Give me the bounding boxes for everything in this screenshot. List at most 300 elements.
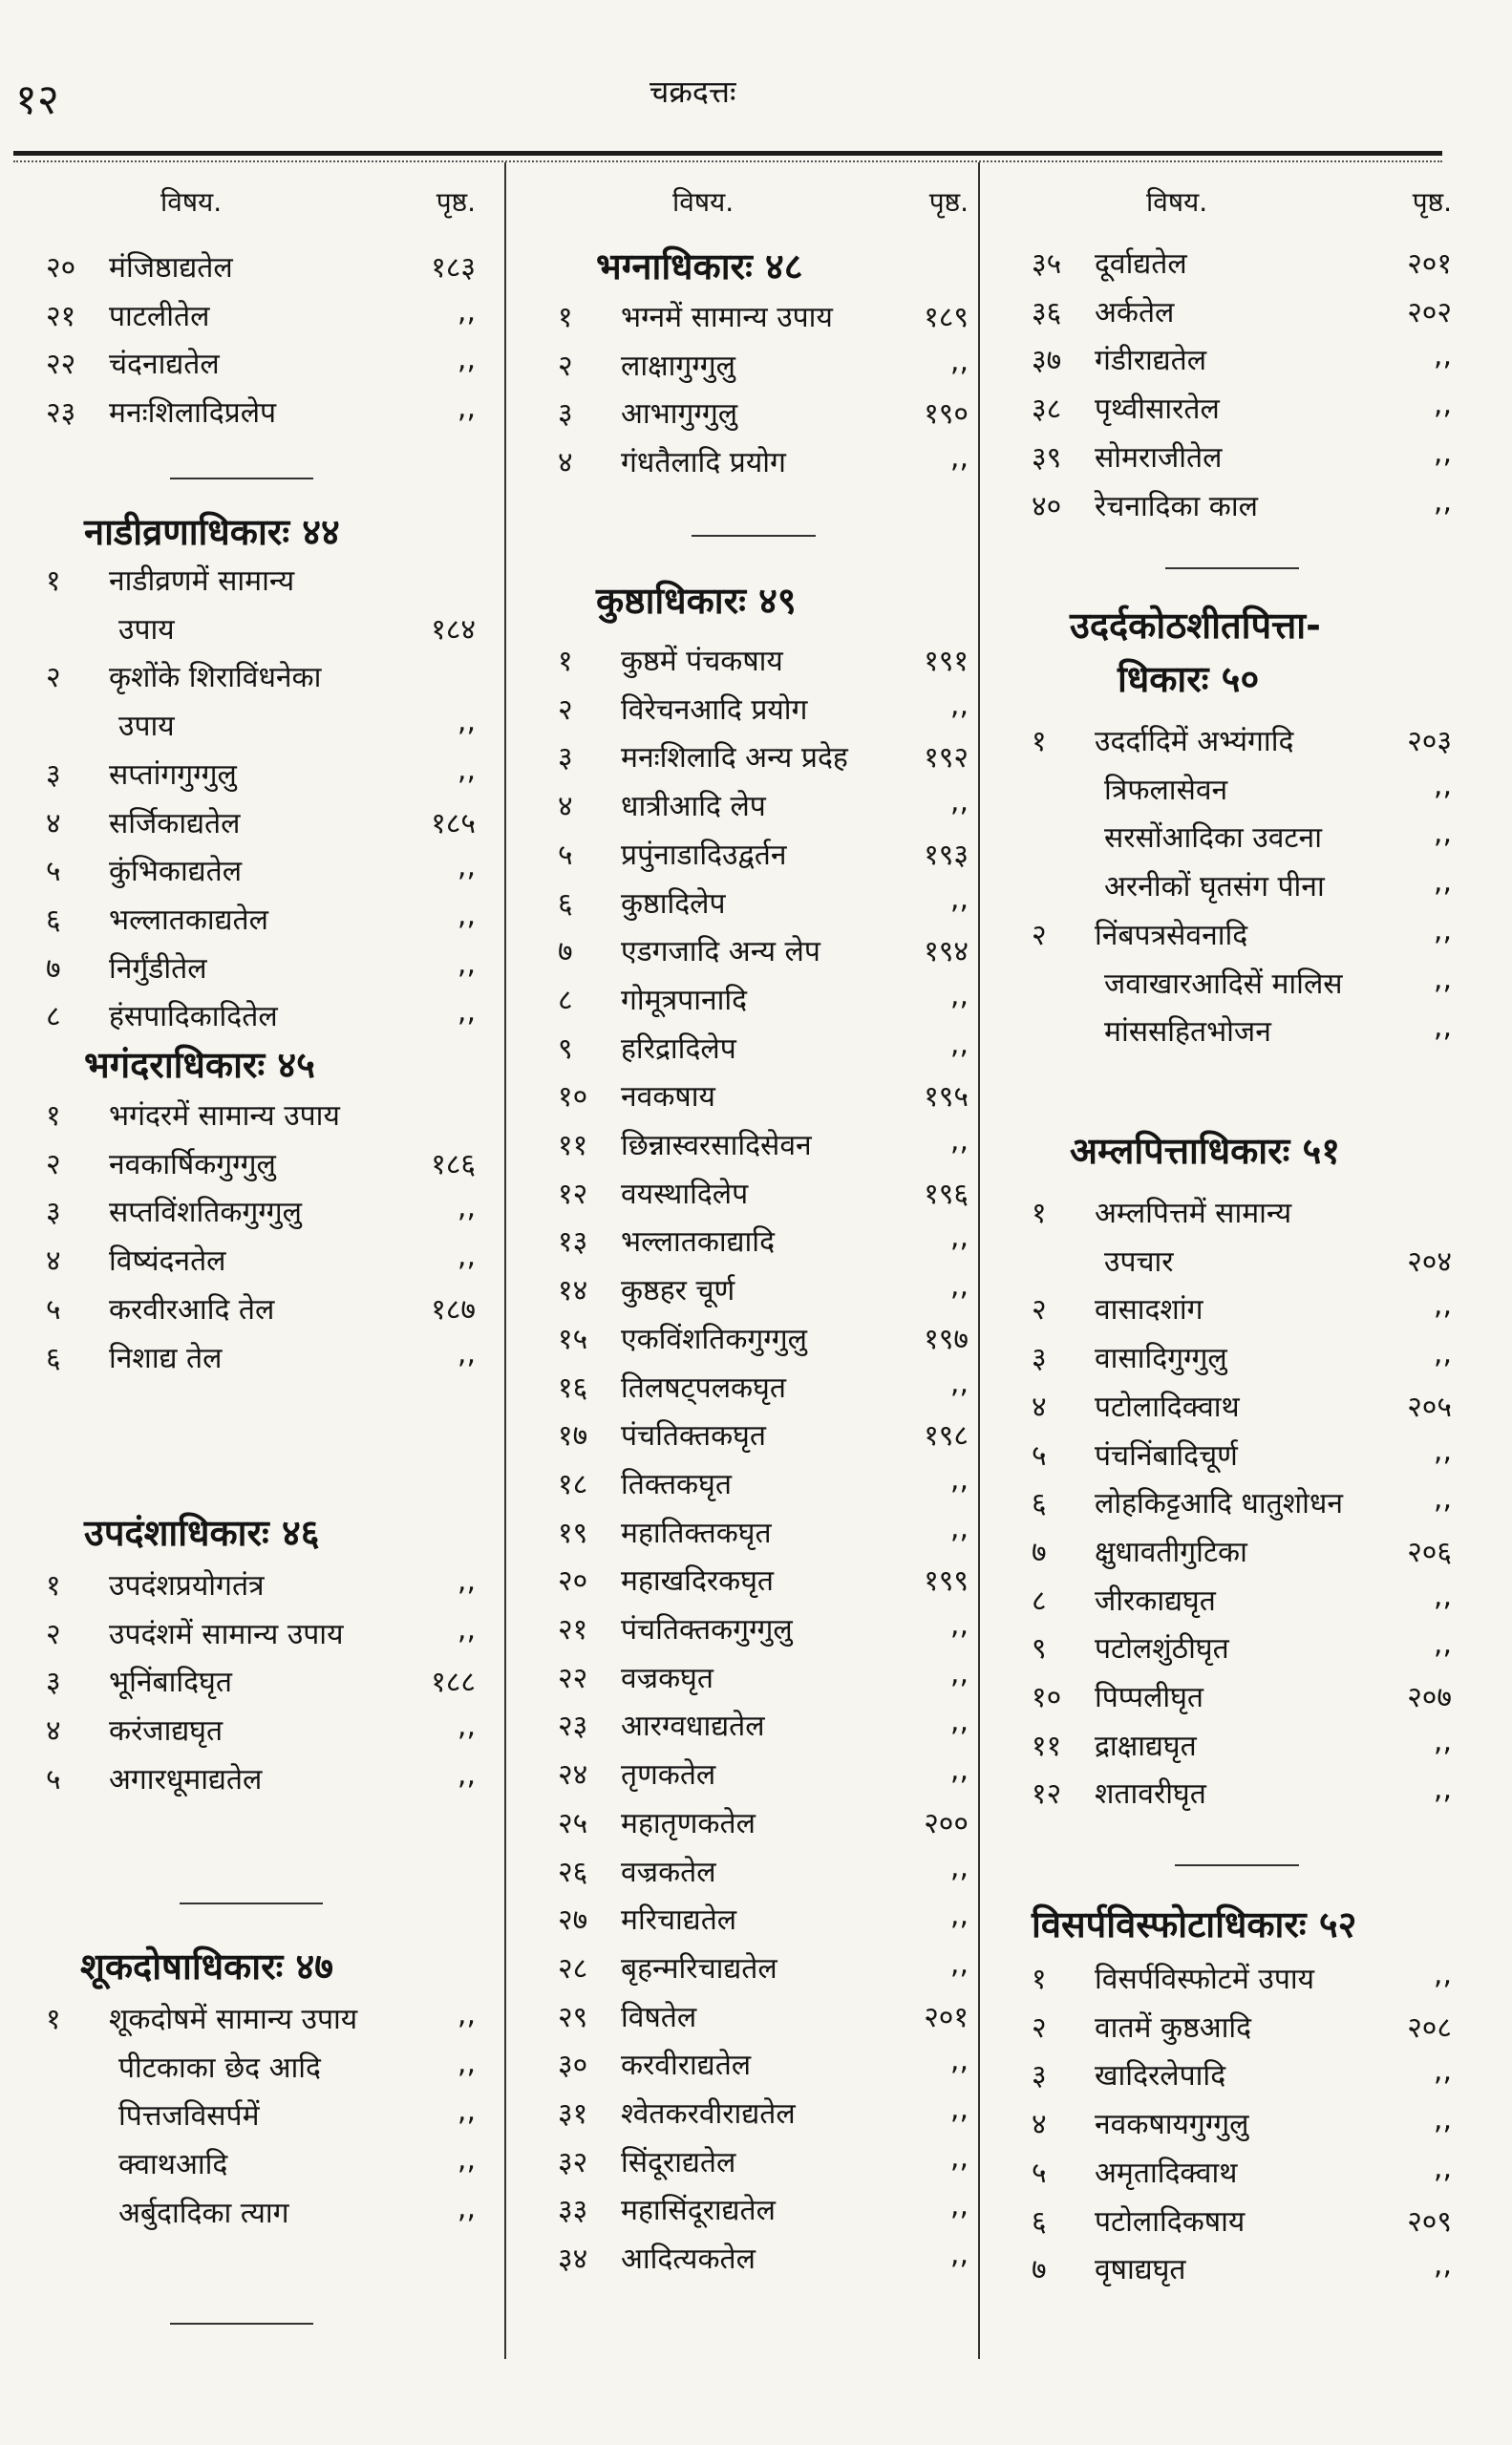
entry-page: ,, <box>1433 768 1452 802</box>
entry-page: ,, <box>457 705 476 739</box>
entry-number: १ <box>558 301 573 334</box>
entry-name: भगंदरमें सामान्य उपाय <box>109 1099 340 1133</box>
index-entry <box>558 1802 969 1850</box>
entry-name: नाडीव्रणमें सामान्य <box>109 564 295 598</box>
entry-name: अर्कतेल <box>1095 295 1175 330</box>
entry-page: ,, <box>949 1608 969 1642</box>
entry-number: २८ <box>558 1951 588 1986</box>
entry-number: १ <box>46 1099 61 1133</box>
entry-page: ,, <box>949 2093 969 2126</box>
index-entry <box>1032 1337 1452 1385</box>
index-entry <box>558 1367 969 1414</box>
index-entry <box>46 1288 476 1336</box>
index-entry <box>558 2189 969 2237</box>
entry-page: ,, <box>949 1705 969 1739</box>
index-entry <box>1032 1241 1452 1288</box>
entry-name: हरिद्रादिलेप <box>621 1031 736 1066</box>
index-entry <box>46 608 476 656</box>
entry-number: २३ <box>558 1710 588 1744</box>
entry-page: ,, <box>949 1269 969 1304</box>
entry-name: पंचतिक्तकगुग्गुलु <box>621 1613 793 1647</box>
entry-page: १९३ <box>924 838 969 872</box>
entry-name: करवीराद्यतेल <box>621 2049 752 2083</box>
entry-number: ६ <box>1032 2204 1047 2239</box>
index-entry <box>558 1124 969 1172</box>
index-entry <box>46 1613 476 1661</box>
entry-page: ,, <box>457 1710 476 1744</box>
index-entry <box>46 1710 476 1757</box>
entry-number: २९ <box>558 2000 588 2034</box>
entry-number: ५ <box>1032 1438 1047 1473</box>
entry-page: ,, <box>949 344 969 378</box>
entry-page: ,, <box>457 1998 476 2031</box>
entry-page: १९६ <box>924 1177 969 1211</box>
entry-name: निर्गुंडीतेल <box>109 951 207 986</box>
index-entry <box>1032 914 1452 962</box>
index-entry <box>46 802 476 850</box>
entry-name: पटोलादिक्वाथ <box>1095 1390 1240 1424</box>
index-entry <box>46 1661 476 1709</box>
index-entry <box>558 1318 969 1366</box>
entry-name: मरिचाद्यतेल <box>621 1903 737 1938</box>
index-entry <box>558 834 969 882</box>
subject-column-header: विषय. <box>1146 186 1208 218</box>
entry-name: खादिरलेपादि <box>1095 2059 1226 2094</box>
entry-number: १ <box>46 564 61 598</box>
entry-page: ,, <box>949 1899 969 1933</box>
entry-page: ,, <box>457 1191 476 1225</box>
entry-name: गंधतैलादि प्रयोग <box>621 446 786 480</box>
entry-page: ,, <box>949 2044 969 2078</box>
index-entry <box>1032 2248 1452 2296</box>
index-entry <box>46 2047 476 2094</box>
entry-number: १९ <box>558 1516 588 1550</box>
entry-page: २०३ <box>1407 725 1452 758</box>
entry-number: १ <box>1032 1963 1047 1996</box>
entry-number: २२ <box>558 1661 588 1695</box>
index-entry <box>558 1560 969 1607</box>
section-separator <box>1165 567 1299 569</box>
entry-number: ४ <box>558 790 573 824</box>
entry-number: २ <box>1032 918 1047 952</box>
entry-page: ,, <box>949 882 969 916</box>
entry-number: २० <box>558 1564 588 1599</box>
entry-number: १ <box>46 1569 61 1603</box>
entry-number: ५ <box>1032 2156 1047 2190</box>
index-entry <box>1032 388 1452 436</box>
entry-name: कुष्ठमें पंचकषाय <box>621 645 783 678</box>
entry-page: ,, <box>949 785 969 819</box>
entry-page: ,, <box>457 1564 476 1598</box>
index-entry <box>1032 865 1452 913</box>
entry-number: २५ <box>558 1806 588 1840</box>
entry-name: गंडीराद्यतेल <box>1095 344 1207 378</box>
entry-name: उपचार <box>1104 1244 1174 1279</box>
entry-page: २०१ <box>1407 247 1452 281</box>
entry-page: १९९ <box>924 1564 969 1599</box>
index-entry <box>46 560 476 607</box>
header-rule <box>13 151 1442 156</box>
section-separator <box>692 535 816 537</box>
index-entry <box>558 1414 969 1462</box>
entry-page: १९२ <box>924 741 969 776</box>
entry-name: भग्नमें सामान्य उपाय <box>621 301 833 334</box>
entry-number: ३ <box>46 1196 61 1230</box>
entry-number: ९ <box>558 1031 573 1066</box>
entry-number: २ <box>1032 2010 1047 2045</box>
entry-name: तृणकतेल <box>621 1758 716 1793</box>
index-entry <box>558 2093 969 2140</box>
entry-number: ३५ <box>1032 247 1062 281</box>
index-entry <box>46 1337 476 1385</box>
entry-name: धात्रीआदि लेप <box>621 790 766 824</box>
entry-page: ,, <box>1433 2151 1452 2185</box>
index-entry <box>558 1754 969 1801</box>
entry-number: ७ <box>1032 1535 1047 1569</box>
entry-number: २३ <box>46 396 76 431</box>
index-entry <box>1032 720 1452 768</box>
entry-page: ,, <box>949 1027 969 1061</box>
entry-name: उपाय <box>118 710 175 744</box>
entry-number: २ <box>46 1147 61 1181</box>
entry-number: १७ <box>558 1419 588 1454</box>
entry-page: ,, <box>457 1612 476 1647</box>
entry-name: नवकार्षिकगुग्गुलु <box>109 1147 276 1181</box>
section-heading: कुष्ठाधिकारः ४९ <box>596 580 797 622</box>
entry-number: ७ <box>558 935 573 969</box>
entry-name: कुंभिकाद्यतेल <box>109 855 243 889</box>
index-entry <box>46 1564 476 1612</box>
page-column-header: पृष्ठ. <box>1412 186 1452 218</box>
entry-page: ,, <box>457 2094 476 2129</box>
entry-number: १० <box>1032 1681 1062 1714</box>
entry-name: पृथ्वीसारतेल <box>1095 393 1220 427</box>
index-entry <box>1032 1192 1452 1240</box>
entry-name: उदर्दादिमें अभ्यंगादि <box>1095 725 1294 758</box>
entry-name: सरसोंआदिका उवटना <box>1104 821 1322 856</box>
entry-number: ८ <box>46 1000 61 1034</box>
entry-name: भल्लातकाद्यादि <box>621 1225 776 1260</box>
entry-number: २६ <box>558 1855 588 1889</box>
entry-name: लाक्षागुग्गुलु <box>621 349 735 383</box>
index-entry <box>558 1075 969 1123</box>
entry-page: ,, <box>949 1511 969 1545</box>
entry-page: ,, <box>1433 1482 1452 1517</box>
index-entry <box>1032 1676 1452 1724</box>
entry-page: ,, <box>1433 1627 1452 1662</box>
entry-name: निशाद्य तेल <box>109 1341 223 1375</box>
entry-page: ,, <box>1433 436 1452 470</box>
entry-number: ६ <box>46 903 61 937</box>
entry-page: ,, <box>949 1850 969 1884</box>
entry-page: १९५ <box>924 1080 969 1115</box>
index-entry <box>558 1851 969 1899</box>
entry-name: एडगजादि अन्य लेप <box>621 935 820 969</box>
entry-number: २ <box>46 661 61 695</box>
entry-number: १२ <box>558 1177 588 1211</box>
entry-page: ,, <box>1433 484 1452 519</box>
entry-number: १ <box>46 2003 61 2036</box>
index-entry <box>46 899 476 946</box>
entry-name: पटोलादिकषाय <box>1095 2204 1246 2239</box>
index-entry <box>1032 2007 1452 2054</box>
entry-page: १८३ <box>431 251 476 285</box>
entry-name: हंसपादिकादितेल <box>109 1000 278 1034</box>
entry-name: विसर्पविस्फोटमें उपाय <box>1095 1963 1315 1996</box>
entry-name: करंजाद्यघृत <box>109 1714 224 1749</box>
section-separator <box>170 478 313 479</box>
entry-number: ७ <box>1032 2253 1047 2287</box>
entry-page: ,, <box>1433 962 1452 996</box>
index-entry <box>1032 1580 1452 1627</box>
entry-name: पंचनिंबादिचूर्ण <box>1095 1438 1238 1473</box>
index-entry <box>1032 485 1452 533</box>
entry-page: ,, <box>949 1946 969 1981</box>
section-heading: धिकारः ५० <box>1118 658 1260 700</box>
entry-page: ,, <box>1433 1773 1452 1807</box>
entry-number: २२ <box>46 348 76 382</box>
entry-name: विष्यंदनतेल <box>109 1244 226 1279</box>
entry-page: ,, <box>457 2143 476 2178</box>
index-entry <box>558 1269 969 1317</box>
entry-number: २ <box>46 1617 61 1651</box>
entry-page: २०६ <box>1407 1535 1452 1569</box>
entry-page: ,, <box>1433 1337 1452 1371</box>
entry-name: मंजिष्ठाद्यतेल <box>109 251 233 285</box>
entry-number: १२ <box>1032 1777 1062 1812</box>
entry-page: १८७ <box>431 1292 476 1327</box>
entry-name: वयस्थादिलेप <box>621 1177 749 1211</box>
entry-number: ३३ <box>558 2194 588 2228</box>
entry-page: २०५ <box>1407 1390 1452 1424</box>
entry-page: ,, <box>1433 1579 1452 1613</box>
entry-number: २७ <box>558 1903 588 1938</box>
entry-number: ३ <box>46 757 61 792</box>
entry-number: ४ <box>1032 2108 1047 2142</box>
entry-number: २१ <box>46 299 76 333</box>
index-entry <box>558 441 969 489</box>
entry-name: अम्लपित्तमें सामान्य <box>1095 1197 1292 1230</box>
entry-page: ,, <box>457 946 476 981</box>
entry-number: ७ <box>46 951 61 986</box>
entry-number: ३६ <box>1032 295 1062 330</box>
column-3 <box>1032 162 1452 2416</box>
entry-name: एकविंशतिकगुग्गुलु <box>621 1322 807 1356</box>
entry-page: ,, <box>1433 2248 1452 2283</box>
entry-number: ३९ <box>1032 440 1062 475</box>
index-entry <box>46 246 476 294</box>
entry-name: क्वाथआदि <box>118 2148 228 2182</box>
index-entry <box>1032 1386 1452 1434</box>
entry-name: त्रिफलासेवन <box>1104 773 1228 807</box>
entry-page: २०४ <box>1407 1244 1452 1279</box>
index-entry <box>46 343 476 391</box>
entry-page: १८४ <box>431 612 476 647</box>
entry-name: वज्रकतेल <box>621 1855 716 1889</box>
entry-number: २० <box>46 251 76 285</box>
entry-page: ,, <box>457 294 476 329</box>
entry-page: ,, <box>1433 1010 1452 1045</box>
index-entry <box>46 2192 476 2240</box>
index-entry <box>558 689 969 736</box>
section-heading: उपदंशाधिकारः ४६ <box>84 1512 320 1554</box>
entry-page: ,, <box>949 1754 969 1788</box>
section-heading: नाडीव्रणाधिकारः ४४ <box>84 511 340 553</box>
entry-name: बृहन्मरिचाद्यतेल <box>621 1951 777 1986</box>
entry-number: ६ <box>558 886 573 921</box>
entry-name: महाखदिरकघृत <box>621 1564 775 1599</box>
entry-name: महातृणकतेल <box>621 1806 756 1840</box>
entry-page: २०२ <box>1407 295 1452 330</box>
entry-name: पाटलीतेल <box>109 299 210 333</box>
entry-page: ,, <box>949 1124 969 1158</box>
section-separator <box>170 2323 313 2325</box>
entry-page: ,, <box>949 1656 969 1690</box>
entry-name: विरेचनआदि प्रयोग <box>621 692 808 727</box>
entry-page: ,, <box>949 1462 969 1497</box>
entry-name: कुष्ठहर चूर्ण <box>621 1274 735 1308</box>
entry-number: ९ <box>1032 1632 1047 1667</box>
index-entry <box>1032 1773 1452 1820</box>
entry-number: १६ <box>558 1371 588 1405</box>
entry-number: ३ <box>558 397 573 432</box>
page-column-header: पृष्ठ. <box>928 186 969 218</box>
entry-name: सिंदूराद्यतेल <box>621 2145 736 2179</box>
entry-page: ,, <box>1433 817 1452 851</box>
entry-page: २०० <box>924 1806 969 1840</box>
entry-page: ,, <box>457 2191 476 2225</box>
entry-name: अरनीकों घृतसंग पीना <box>1104 870 1325 904</box>
entry-name: विषतेल <box>621 2000 697 2034</box>
entry-number: ३२ <box>558 2145 588 2179</box>
entry-page: ,, <box>949 978 969 1012</box>
index-entry <box>46 1998 476 2046</box>
index-entry <box>1032 963 1452 1010</box>
index-entry <box>558 1463 969 1511</box>
entry-number: १० <box>558 1080 588 1115</box>
entry-page: ,, <box>457 1757 476 1792</box>
entry-name: वासादिगुग्गुलु <box>1095 1342 1227 1376</box>
column-divider-1 <box>504 162 506 2359</box>
entry-name: सर्जिकाद्यतेल <box>109 806 241 840</box>
column-divider-2 <box>978 162 980 2359</box>
entry-page: १८९ <box>924 301 969 334</box>
entry-name: द्राक्षाद्यघृत <box>1095 1729 1197 1763</box>
entry-page: ,, <box>1433 1724 1452 1758</box>
entry-number: ११ <box>1032 1729 1062 1763</box>
entry-number: १ <box>1032 725 1047 758</box>
entry-name: आरग्वधाद्यतेल <box>621 1710 765 1744</box>
running-title: चक्रदत्तः <box>650 74 736 110</box>
entry-name: सप्तविंशतिकगुग्गुलु <box>109 1196 302 1230</box>
index-entry <box>558 1512 969 1560</box>
section-heading: विसर्पविस्फोटाधिकारः ५२ <box>1032 1903 1357 1945</box>
entry-name: भूनिंबादिघृत <box>109 1666 232 1700</box>
entry-number: ४ <box>46 1714 61 1749</box>
section-separator <box>1175 1864 1299 1866</box>
entry-name: पिप्पलीघृत <box>1095 1681 1204 1714</box>
index-entry <box>1032 2103 1452 2151</box>
entry-page: २०१ <box>924 2000 969 2034</box>
section-heading: भग्नाधिकारः ४८ <box>596 245 803 287</box>
entry-page: १८५ <box>431 806 476 840</box>
entry-name: चंदनाद्यतेल <box>109 348 220 382</box>
page-column-header: पृष्ठ. <box>436 186 476 218</box>
entry-name: आभागुग्गुलु <box>621 397 738 432</box>
entry-page: ,, <box>1433 2103 1452 2137</box>
entry-number: ३४ <box>558 2243 588 2277</box>
entry-name: तिलषट्पलकघृत <box>621 1371 786 1405</box>
column-2 <box>558 162 969 2416</box>
index-entry <box>1032 1482 1452 1530</box>
entry-name: महासिंदूराद्यतेल <box>621 2194 776 2228</box>
entry-name: तिक्तकघृत <box>621 1467 732 1501</box>
index-entry <box>1032 1725 1452 1773</box>
index-entry <box>558 393 969 440</box>
index-entry <box>46 1191 476 1239</box>
entry-page: १९० <box>924 397 969 432</box>
entry-page: २०७ <box>1407 1681 1452 1714</box>
index-entry <box>558 1221 969 1268</box>
entry-name: मनःशिलादि अन्य प्रदेह <box>621 741 848 776</box>
entry-page: १८८ <box>431 1666 476 1700</box>
entry-number: ४ <box>46 1244 61 1279</box>
entry-page: ,, <box>949 2238 969 2272</box>
index-entry <box>558 345 969 393</box>
index-entry <box>558 979 969 1027</box>
index-entry <box>558 1608 969 1656</box>
entry-name: क्षुधावतीगुटिका <box>1095 1535 1247 1569</box>
entry-page: ,, <box>457 753 476 787</box>
entry-number: ५ <box>46 1292 61 1327</box>
entry-page: ,, <box>457 995 476 1030</box>
entry-page: ,, <box>457 2046 476 2080</box>
entry-name: शतावरीघृत <box>1095 1777 1206 1812</box>
entry-number: २ <box>1032 1293 1047 1328</box>
index-entry <box>1032 1958 1452 2006</box>
index-entry <box>1032 2152 1452 2200</box>
index-entry <box>46 995 476 1043</box>
page-number: १२ <box>15 75 59 124</box>
index-entry <box>558 1705 969 1753</box>
entry-number: ३७ <box>1032 344 1062 378</box>
entry-number: १३ <box>558 1225 588 1260</box>
index-entry <box>46 392 476 439</box>
entry-number: ६ <box>46 1341 61 1375</box>
entry-name: श्वेतकरवीराद्यतेल <box>621 2097 796 2131</box>
entry-name: नवकषाय <box>621 1080 715 1115</box>
entry-name: आदित्यकतेल <box>621 2243 756 2277</box>
entry-name: करवीरआदि तेल <box>109 1292 275 1327</box>
entry-page: ,, <box>1433 339 1452 373</box>
index-entry <box>558 1028 969 1075</box>
entry-number: ५ <box>46 1762 61 1797</box>
entry-name: अगारधूमाद्यतेल <box>109 1762 263 1797</box>
entry-page: १९४ <box>924 935 969 969</box>
index-entry <box>46 850 476 898</box>
index-entry <box>558 930 969 978</box>
section-heading: शूकदोषाधिकारः ४७ <box>80 1945 334 1988</box>
index-entry <box>1032 436 1452 484</box>
index-entry <box>558 1173 969 1221</box>
entry-number: ३ <box>1032 2059 1047 2094</box>
index-entry <box>46 705 476 753</box>
entry-page: २०८ <box>1407 2010 1452 2045</box>
entry-number: १ <box>1032 1197 1047 1230</box>
index-entry <box>558 2044 969 2092</box>
entry-name: वज्रकघृत <box>621 1661 713 1695</box>
index-entry <box>1032 2200 1452 2248</box>
